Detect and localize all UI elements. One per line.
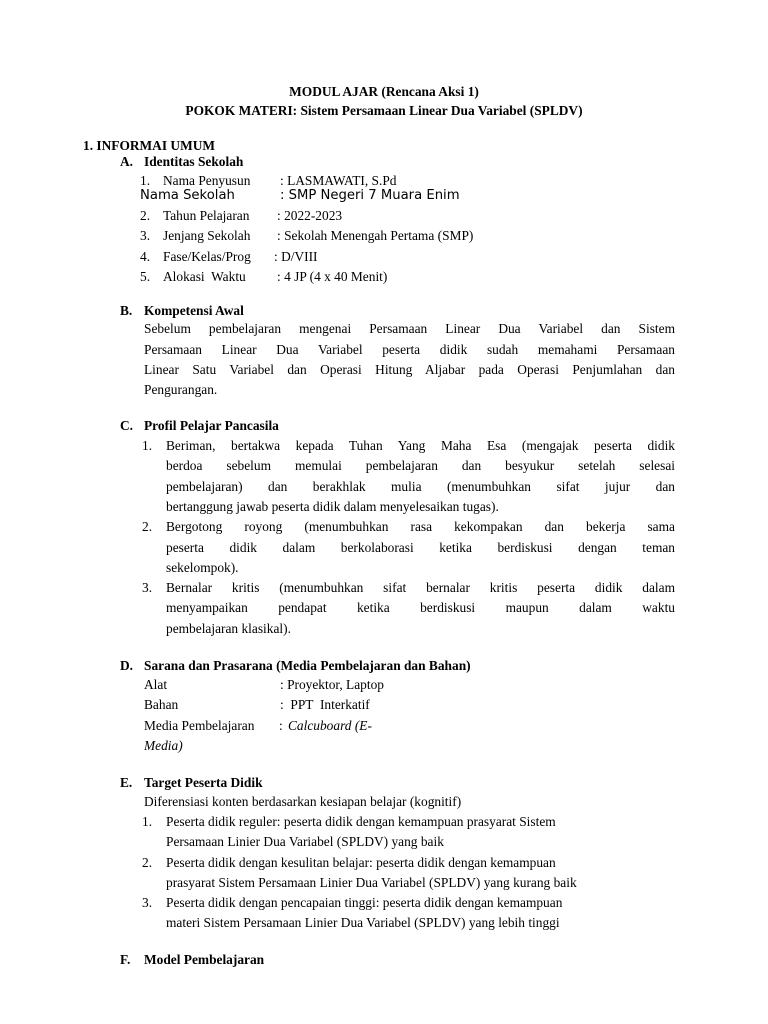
document-subtitle: POKOK MATERI: Sistem Persamaan Linear Dua Variabel (SPLDV) — [185, 103, 583, 118]
list-item-line: materi Sistem Persamaan Linier Dua Variabel (SPLDV) yang lebih tinggi — [166, 915, 560, 930]
list-item-line: menyampaikan pendapat ketika berdiskusi maupun dalam waktu — [166, 600, 675, 615]
paragraph-line: Persamaan Linear Dua Variabel peserta didik sudah memahami Persamaan — [144, 342, 675, 357]
list-item-line: pembelajaran) dan berakhlak mulia (menumbuhkan sifat jujur dan — [166, 479, 675, 494]
subsection-letter-a: A. — [120, 154, 134, 169]
list-item-line: peserta didik dalam berkolaborasi ketika berdiskusi dengan teman — [166, 540, 675, 555]
field-label: Bahan — [144, 697, 179, 712]
field-value-continued: Media) — [144, 738, 183, 753]
subsection-title-d: Sarana dan Prasarana (Media Pembelajaran dan Bahan) — [144, 658, 471, 673]
list-item-line: berdoa sebelum memulai pembelajaran dan besyukur setelah selesai — [166, 458, 675, 473]
list-item-line: Bergotong royong (menumbuhkan rasa kekompakan dan bekerja sama — [166, 519, 675, 534]
list-number: 1. — [142, 814, 153, 829]
subsection-letter-d: D. — [120, 658, 134, 673]
list-item-line: Bernalar kritis (menumbuhkan sifat bernalar kritis peserta didik dalam — [166, 580, 675, 595]
field-label: Media Pembelajaran — [144, 718, 255, 733]
subsection-letter-c: C. — [120, 418, 134, 433]
field-value: Calcuboard (E- — [288, 718, 372, 733]
field-value: : Proyektor, Laptop — [280, 677, 384, 692]
list-number: 3. — [140, 228, 151, 243]
field-value: : 4 JP (4 x 40 Menit) — [277, 269, 388, 284]
list-item-line: pembelajaran klasikal). — [166, 621, 291, 636]
field-label: Nama Sekolah — [140, 188, 235, 203]
field-value: : D/VIII — [274, 249, 318, 264]
subsection-title-a: Identitas Sekolah — [144, 154, 244, 169]
subsection-title-c: Profil Pelajar Pancasila — [144, 418, 279, 433]
field-value: : 2022-2023 — [277, 208, 343, 223]
list-item-line: Beriman, bertakwa kepada Tuhan Yang Maha Esa (mengajak peserta didik — [166, 438, 675, 453]
section-heading: 1. INFORMAI UMUM — [83, 138, 216, 153]
field-colon: : — [279, 718, 283, 733]
list-number: 3. — [142, 580, 153, 595]
list-number: 2. — [140, 208, 151, 223]
field-label: Tahun Pelajaran — [163, 208, 250, 223]
field-label: Jenjang Sekolah — [163, 228, 251, 243]
document-title: MODUL AJAR (Rencana Aksi 1) — [289, 84, 479, 99]
field-value: : SMP Negeri 7 Muara Enim — [280, 188, 460, 203]
field-label: Nama Penyusun — [163, 173, 251, 188]
paragraph-line: Diferensiasi konten berdasarkan kesiapan belajar (kognitif) — [144, 794, 462, 809]
list-item-line: Peserta didik reguler: peserta didik dengan kemampuan prasyarat Sistem — [166, 814, 556, 829]
list-number: 2. — [142, 855, 153, 870]
subsection-letter-e: E. — [120, 775, 133, 790]
field-value: : LASMAWATI, S.Pd — [280, 173, 397, 188]
list-number: 2. — [142, 519, 153, 534]
list-item-line: Persamaan Linier Dua Variabel (SPLDV) yang baik — [166, 834, 444, 849]
field-label: Alat — [144, 677, 168, 692]
subsection-title-f: Model Pembelajaran — [144, 952, 265, 967]
list-number: 1. — [142, 438, 153, 453]
list-number: 4. — [140, 249, 151, 264]
list-item-line: sekelompok). — [166, 560, 239, 575]
list-number: 3. — [142, 895, 153, 910]
paragraph-line: Pengurangan. — [144, 382, 218, 397]
list-item-line: prasyarat Sistem Persamaan Linier Dua Variabel (SPLDV) yang kurang baik — [166, 875, 577, 890]
paragraph-line: Sebelum pembelajaran mengenai Persamaan Linear Dua Variabel dan Sistem — [144, 321, 675, 336]
subsection-letter-b: B. — [120, 303, 133, 318]
field-label: Alokasi Waktu — [163, 269, 246, 284]
field-value: : Sekolah Menengah Pertama (SMP) — [277, 228, 474, 243]
subsection-title-b: Kompetensi Awal — [144, 303, 244, 318]
list-number: 5. — [140, 269, 151, 284]
list-number: 1. — [140, 173, 151, 188]
list-item-line: bertanggung jawab peserta didik dalam menyelesaikan tugas). — [166, 499, 499, 514]
subsection-letter-f: F. — [120, 952, 131, 967]
list-item-line: Peserta didik dengan pencapaian tinggi: peserta didik dengan kemampuan — [166, 895, 563, 910]
field-label: Fase/Kelas/Prog — [163, 249, 251, 264]
subsection-title-e: Target Peserta Didik — [144, 775, 263, 790]
field-value: : PPT Interkatif — [280, 697, 370, 712]
paragraph-line: Linear Satu Variabel dan Operasi Hitung Aljabar pada Operasi Penjumlahan dan — [144, 362, 675, 377]
list-item-line: Peserta didik dengan kesulitan belajar: peserta didik dengan kemampuan — [166, 855, 556, 870]
